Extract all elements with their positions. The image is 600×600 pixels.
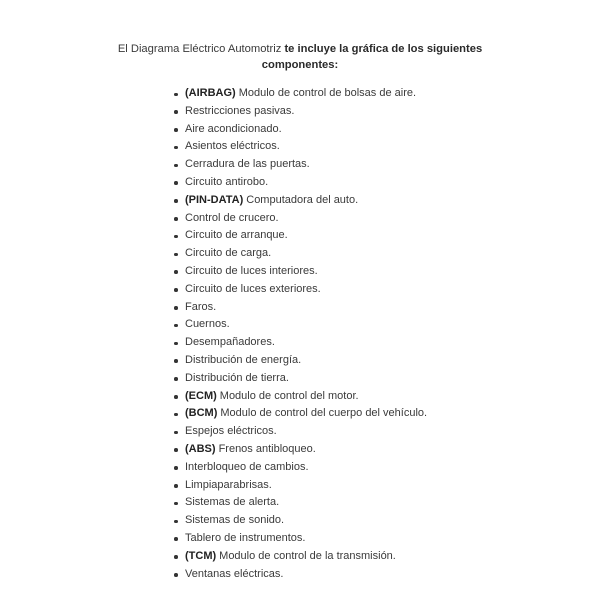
bullet-icon bbox=[174, 484, 178, 488]
bullet-icon bbox=[174, 573, 178, 577]
component-text: Circuito de luces exteriores. bbox=[185, 282, 321, 295]
component-text: Circuito de luces interiores. bbox=[185, 264, 318, 277]
bullet-icon bbox=[174, 520, 178, 524]
component-text: Frenos antibloqueo. bbox=[218, 442, 316, 455]
list-item bbox=[172, 388, 427, 406]
list-item bbox=[172, 281, 427, 299]
bullet-icon bbox=[174, 288, 178, 292]
list-item bbox=[172, 566, 427, 584]
component-text: Distribución de tierra. bbox=[185, 371, 289, 384]
list-item bbox=[172, 548, 427, 566]
components-list bbox=[172, 85, 427, 583]
intro-paragraph bbox=[100, 41, 500, 73]
list-item bbox=[172, 138, 427, 156]
list-item bbox=[172, 494, 427, 512]
component-text: Modulo de control del motor. bbox=[219, 389, 359, 402]
bullet-icon bbox=[174, 395, 178, 399]
component-code: (BCM) bbox=[185, 407, 218, 420]
component-text: Circuito de carga. bbox=[185, 247, 272, 260]
bullet-icon bbox=[174, 555, 178, 559]
component-text: Ventanas eléctricas. bbox=[185, 567, 284, 580]
component-text: Tablero de instrumentos. bbox=[185, 531, 306, 544]
bullet-icon bbox=[174, 431, 178, 435]
component-code: (TCM) bbox=[185, 549, 217, 562]
component-text: Modulo de control de bolsas de aire. bbox=[238, 87, 417, 99]
bullet-icon bbox=[174, 448, 178, 452]
component-code: (ABS) bbox=[185, 442, 216, 455]
component-text: Cuernos. bbox=[185, 318, 230, 331]
component-text: Sistemas de sonido. bbox=[185, 514, 285, 527]
component-text: Circuito antirobo. bbox=[185, 175, 269, 188]
component-text: Distribución de energía. bbox=[185, 353, 302, 366]
list-item bbox=[172, 530, 427, 548]
bullet-icon bbox=[174, 502, 178, 506]
list-item bbox=[172, 299, 427, 317]
list-item bbox=[172, 423, 427, 441]
component-text: Control de crucero. bbox=[185, 211, 279, 224]
list-item bbox=[172, 334, 427, 352]
list-item bbox=[172, 512, 427, 530]
bullet-icon bbox=[174, 235, 178, 239]
bullet-icon bbox=[174, 270, 178, 274]
bullet-icon bbox=[174, 146, 178, 150]
component-text: Asientos eléctricos. bbox=[185, 140, 280, 153]
list-item bbox=[172, 192, 427, 210]
bullet-icon bbox=[174, 199, 178, 203]
component-code: (ECM) bbox=[185, 389, 217, 402]
bullet-icon bbox=[174, 128, 178, 132]
list-item bbox=[172, 245, 427, 263]
list-item bbox=[172, 477, 427, 495]
list-item bbox=[172, 103, 427, 121]
bullet-icon bbox=[174, 110, 178, 114]
intro-normal-text: El Diagrama Eléctrico Automotriz bbox=[117, 43, 282, 55]
bullet-icon bbox=[174, 93, 178, 97]
bullet-icon bbox=[174, 377, 178, 381]
component-text: Espejos eléctricos. bbox=[185, 425, 277, 438]
bullet-icon bbox=[174, 359, 178, 363]
list-item bbox=[172, 405, 427, 423]
component-text: Computadora del auto. bbox=[246, 193, 359, 206]
list-item bbox=[172, 85, 427, 103]
list-item bbox=[172, 263, 427, 281]
bullet-icon bbox=[174, 306, 178, 310]
intro-bold-text: te incluye la gráfica de los siguientes componentes: bbox=[261, 43, 483, 71]
bullet-icon bbox=[174, 413, 178, 417]
component-text: Interbloqueo de cambios. bbox=[185, 460, 309, 473]
component-code: (AIRBAG) bbox=[185, 87, 236, 99]
list-item bbox=[172, 174, 427, 192]
bullet-icon bbox=[174, 466, 178, 470]
bullet-icon bbox=[174, 342, 178, 346]
bullet-icon bbox=[174, 164, 178, 168]
bullet-icon bbox=[174, 324, 178, 328]
component-text: Cerradura de las puertas. bbox=[185, 158, 310, 171]
list-item bbox=[172, 459, 427, 477]
list-item bbox=[172, 370, 427, 388]
list-item bbox=[172, 441, 427, 459]
bullet-icon bbox=[174, 253, 178, 257]
component-text: Aire acondicionado. bbox=[185, 122, 282, 135]
bullet-icon bbox=[174, 217, 178, 221]
component-text: Circuito de arranque. bbox=[185, 229, 288, 242]
component-text: Limpiaparabrisas. bbox=[185, 478, 272, 491]
component-text: Sistemas de alerta. bbox=[185, 496, 280, 509]
list-item bbox=[172, 210, 427, 228]
component-text: Restricciones pasivas. bbox=[185, 104, 295, 117]
bullet-icon bbox=[174, 537, 178, 541]
list-item bbox=[172, 121, 427, 139]
list-item bbox=[172, 156, 427, 174]
list-item bbox=[172, 227, 427, 245]
bullet-icon bbox=[174, 181, 178, 185]
component-text: Modulo de control del cuerpo del vehículo. bbox=[220, 407, 428, 420]
component-text: Modulo de control de la transmisión. bbox=[219, 549, 396, 562]
component-text: Desempañadores. bbox=[185, 336, 275, 349]
component-code: (PIN-DATA) bbox=[185, 193, 244, 206]
component-text: Faros. bbox=[185, 300, 217, 313]
list-item bbox=[172, 352, 427, 370]
list-item bbox=[172, 316, 427, 334]
